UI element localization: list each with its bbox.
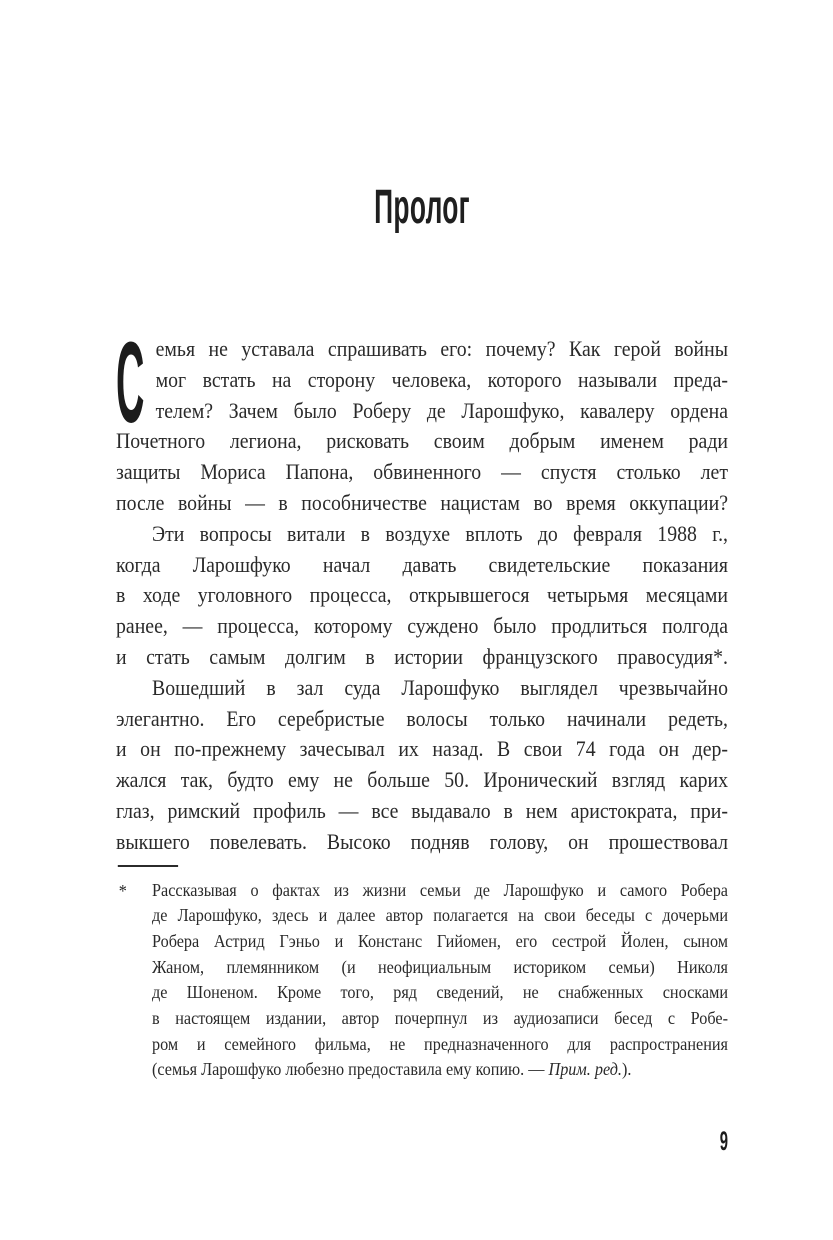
footnote-line bbox=[152, 1057, 728, 1083]
footnote-line: в настоящем издании, автор почерпнул из аудиозаписи бесед с Робе- bbox=[152, 1008, 728, 1029]
body-line: элегантно. Его серебристые волосы только начинали редеть, bbox=[116, 705, 728, 731]
footnote-line: Жаном, племянником (и неофициальным историком семьи) Николя bbox=[152, 956, 728, 977]
footnote-line: ром и семейного фильма, не предназначенного для распространения bbox=[152, 1033, 728, 1054]
drop-cap: С bbox=[116, 319, 145, 447]
footnote-line: Рассказывая о фактах из жизни семьи де Ларошфуко и самого Робера bbox=[152, 879, 728, 900]
body-line: телем? Зачем было Роберу де Ларошфуко, кавалеру ордена bbox=[155, 397, 729, 423]
paragraph-3 bbox=[116, 673, 728, 858]
footnote bbox=[116, 878, 728, 1084]
footnote-line: де Ларошфуко, здесь и далее автор полагается на свои беседы с дочерьми bbox=[152, 905, 728, 926]
body-line: после войны — в пособничестве нацистам во время оккупации? bbox=[116, 489, 728, 515]
chapter-title-wrap bbox=[116, 181, 728, 234]
footnote-divider bbox=[118, 865, 178, 867]
body-line: Эти вопросы витали в воздухе вплоть до февраля 1988 г., bbox=[152, 520, 728, 546]
body-line: мог встать на сторону человека, которого называли преда- bbox=[155, 366, 729, 392]
footnote-text: ). bbox=[621, 1059, 632, 1080]
footnote-line: Робера Астрид Гэньо и Констанс Гийомен, его сестрой Йолен, сыном bbox=[152, 930, 728, 951]
paragraph-1 bbox=[116, 319, 729, 519]
footnote-text: (семья Ларошфуко любезно предоставила ему копию. — bbox=[152, 1059, 549, 1080]
body-line: емья не уставала спрашивать его: почему? Как герой войны bbox=[155, 336, 729, 361]
body-line: в ходе уголовного процесса, открывшегося четырьмя месяцами bbox=[116, 582, 728, 608]
paragraph-2 bbox=[116, 519, 728, 673]
body-line: Вошедший в зал суда Ларошфуко выглядел чрезвычайно bbox=[152, 674, 728, 700]
footnote-editor-note: Прим. ред. bbox=[548, 1059, 622, 1080]
page-number: 9 bbox=[719, 1126, 728, 1156]
body-line: Почетного легиона, рисковать своим добрым именем ради bbox=[116, 428, 728, 454]
body-line: когда Ларошфуко начал давать свидетельские показания bbox=[116, 551, 728, 577]
footnote-line: де Шоненом. Кроме того, ряд сведений, не снабженных сносками bbox=[152, 982, 728, 1003]
body-line: ранее, — процесса, которому суждено было продлиться полгода bbox=[116, 613, 728, 639]
chapter-title: Пролог bbox=[374, 181, 470, 234]
text-column bbox=[116, 319, 729, 1083]
body-line: выкшего повелевать. Высоко подняв голову, он прошествовал bbox=[116, 828, 728, 854]
body-line: и он по-прежнему зачесывал их назад. В свои 74 года он дер- bbox=[116, 736, 728, 762]
body-line: защиты Мориса Папона, обвиненного — спустя столько лет bbox=[116, 459, 728, 485]
body-line: и стать самым долгим в истории французского правосудия*. bbox=[116, 643, 728, 669]
footnote-marker: * bbox=[118, 880, 127, 901]
body-line: жался так, будто ему не больше 50. Иронический взгляд карих bbox=[116, 767, 728, 793]
body-line: глаз, римский профиль — все выдавало в нем аристократа, при- bbox=[116, 797, 728, 823]
